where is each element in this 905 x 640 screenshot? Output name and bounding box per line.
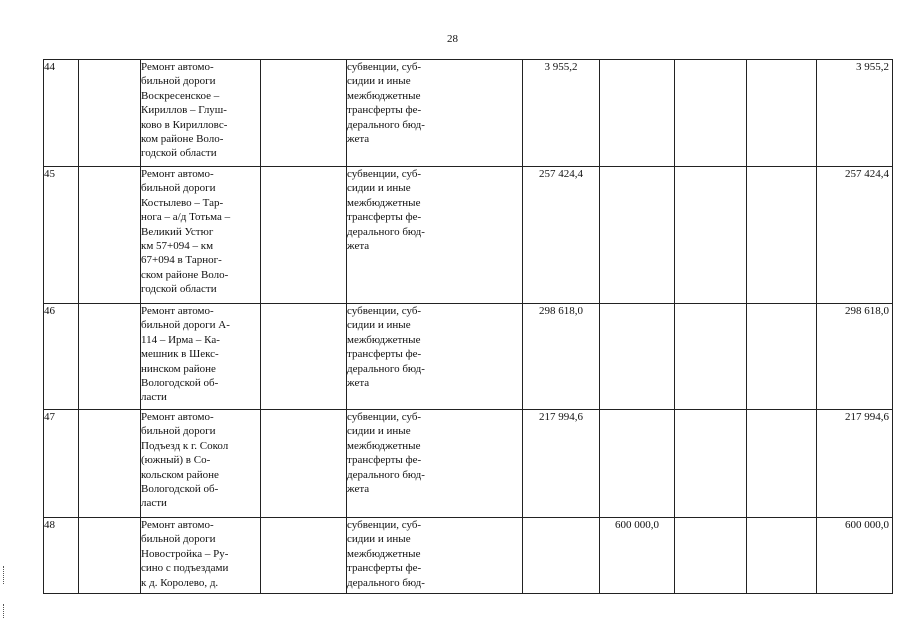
object-name-line: ласти: [141, 497, 167, 510]
object-name-line: мешник в Шекс-: [141, 348, 219, 361]
funding-source-line: трансферты фе-: [347, 562, 422, 575]
amount-cell: [747, 167, 817, 304]
funding-source-line: межбюджетные: [347, 333, 421, 346]
object-name-line: ком районе Воло-: [141, 133, 224, 146]
amount-cell: 217 994,6: [523, 410, 600, 518]
table-row: [44, 410, 893, 518]
object-name-line: 67+094 в Тарног-: [141, 254, 222, 267]
funding-source-line: субвенции, суб-: [347, 305, 422, 317]
object-name-line: Кириллов – Глуш-: [141, 104, 227, 117]
funding-source-cell: [347, 304, 523, 410]
amount-cell: 257 424,4: [523, 167, 600, 304]
amount-cell: 600 000,0: [600, 518, 675, 594]
amount-cell: [675, 410, 747, 518]
funding-source-line: субвенции, суб-: [347, 61, 422, 73]
amount-cell: [675, 60, 747, 167]
object-name-cell: [141, 518, 261, 594]
funding-source-line: трансферты фе-: [347, 348, 422, 361]
amount-cell: [600, 410, 675, 518]
object-name-line: ласти: [141, 391, 167, 404]
table-row: [44, 60, 893, 167]
object-name-line: нинском районе: [141, 362, 216, 375]
funding-source-line: трансферты фе-: [347, 104, 422, 117]
funding-source-line: жета: [347, 377, 370, 390]
amount-cell: [600, 167, 675, 304]
object-name-cell: [141, 304, 261, 410]
total-amount-cell: 217 994,6: [817, 410, 893, 518]
amount-cell: [747, 304, 817, 410]
empty-cell: [79, 518, 141, 594]
funding-source-cell: [347, 518, 523, 594]
object-name-line: бильной дороги: [141, 533, 216, 546]
funding-source-line: дерального бюд-: [347, 468, 425, 481]
object-name-line: 114 – Ирма – Ка-: [141, 333, 220, 346]
object-name-line: Вологодской об-: [141, 377, 219, 390]
object-name-cell: [141, 410, 261, 518]
table-row: [44, 518, 893, 594]
object-name-line: бильной дороги: [141, 425, 216, 438]
row-number-cell: 47: [44, 410, 79, 518]
amount-cell: [747, 410, 817, 518]
scan-edge-mark: [3, 566, 6, 584]
object-name-line: Костылево – Тар-: [141, 196, 224, 209]
object-name-line: кольском районе: [141, 468, 219, 481]
object-name-line: Воскресенское –: [141, 89, 220, 102]
row-number-cell: 45: [44, 167, 79, 304]
amount-cell: [523, 518, 600, 594]
empty-cell: [79, 304, 141, 410]
object-name-line: Новостройка – Ру-: [141, 547, 229, 560]
object-name-line: бильной дороги: [141, 75, 216, 88]
object-name-line: Ремонт автомо-: [141, 305, 214, 317]
object-name-line: Ремонт автомо-: [141, 61, 214, 73]
empty-cell: [79, 60, 141, 167]
empty-cell: [261, 410, 347, 518]
amount-cell: [600, 304, 675, 410]
object-name-line: бильной дороги А-: [141, 319, 230, 332]
funding-source-line: дерального бюд-: [347, 118, 425, 131]
object-name-cell: [141, 60, 261, 167]
amount-cell: 298 618,0: [523, 304, 600, 410]
object-name-line: ково в Кирилловс-: [141, 118, 228, 131]
funding-source-line: межбюджетные: [347, 89, 421, 102]
total-amount-cell: 3 955,2: [817, 60, 893, 167]
empty-cell: [261, 60, 347, 167]
object-name-line: Вологодской об-: [141, 483, 219, 496]
funding-source-line: трансферты фе-: [347, 454, 422, 467]
table-row: [44, 304, 893, 410]
scan-edge-mark: [3, 604, 6, 618]
budget-table: [43, 59, 893, 594]
amount-cell: [747, 60, 817, 167]
row-number-cell: 48: [44, 518, 79, 594]
funding-source-line: дерального бюд-: [347, 362, 425, 375]
object-name-line: Подъезд к г. Сокол: [141, 439, 229, 452]
empty-cell: [261, 304, 347, 410]
empty-cell: [261, 518, 347, 594]
funding-source-line: дерального бюд-: [347, 576, 425, 589]
empty-cell: [79, 410, 141, 518]
object-name-line: Ремонт автомо-: [141, 168, 214, 180]
page-number: 28: [447, 33, 458, 45]
object-name-line: к д. Королево, д.: [141, 576, 219, 589]
object-name-line: бильной дороги: [141, 182, 216, 195]
funding-source-line: субвенции, суб-: [347, 519, 422, 531]
object-name-line: нога – а/д Тотьма –: [141, 211, 231, 224]
funding-source-line: сидии и иные: [347, 319, 411, 332]
object-name-line: Ремонт автомо-: [141, 411, 214, 423]
amount-cell: [675, 167, 747, 304]
funding-source-line: субвенции, суб-: [347, 411, 422, 423]
object-name-cell: [141, 167, 261, 304]
empty-cell: [261, 167, 347, 304]
total-amount-cell: 298 618,0: [817, 304, 893, 410]
funding-source-line: субвенции, суб-: [347, 168, 422, 180]
row-number-cell: 44: [44, 60, 79, 167]
object-name-line: (южный) в Со-: [141, 454, 211, 467]
amount-cell: [675, 304, 747, 410]
total-amount-cell: 257 424,4: [817, 167, 893, 304]
funding-source-line: сидии и иные: [347, 425, 411, 438]
funding-source-cell: [347, 60, 523, 167]
object-name-line: ском районе Воло-: [141, 268, 229, 281]
funding-source-line: межбюджетные: [347, 547, 421, 560]
funding-source-line: сидии и иные: [347, 182, 411, 195]
object-name-line: годской области: [141, 283, 217, 296]
funding-source-line: жета: [347, 240, 370, 253]
funding-source-line: межбюджетные: [347, 439, 421, 452]
total-amount-cell: 600 000,0: [817, 518, 893, 594]
funding-source-line: сидии и иные: [347, 533, 411, 546]
table-body: [44, 60, 893, 594]
row-number-cell: 46: [44, 304, 79, 410]
object-name-line: Великий Устюг: [141, 225, 214, 238]
amount-cell: [747, 518, 817, 594]
funding-source-line: сидии и иные: [347, 75, 411, 88]
amount-cell: [600, 60, 675, 167]
amount-cell: 3 955,2: [523, 60, 600, 167]
funding-source-cell: [347, 410, 523, 518]
table-row: [44, 167, 893, 304]
funding-source-line: дерального бюд-: [347, 225, 425, 238]
funding-source-line: жета: [347, 483, 370, 496]
object-name-line: км 57+094 – км: [141, 240, 214, 253]
object-name-line: сино с подъездами: [141, 562, 229, 575]
funding-source-line: межбюджетные: [347, 196, 421, 209]
funding-source-line: трансферты фе-: [347, 211, 422, 224]
funding-source-line: жета: [347, 133, 370, 146]
object-name-line: Ремонт автомо-: [141, 519, 214, 531]
funding-source-cell: [347, 167, 523, 304]
object-name-line: годской области: [141, 147, 217, 160]
amount-cell: [675, 518, 747, 594]
empty-cell: [79, 167, 141, 304]
